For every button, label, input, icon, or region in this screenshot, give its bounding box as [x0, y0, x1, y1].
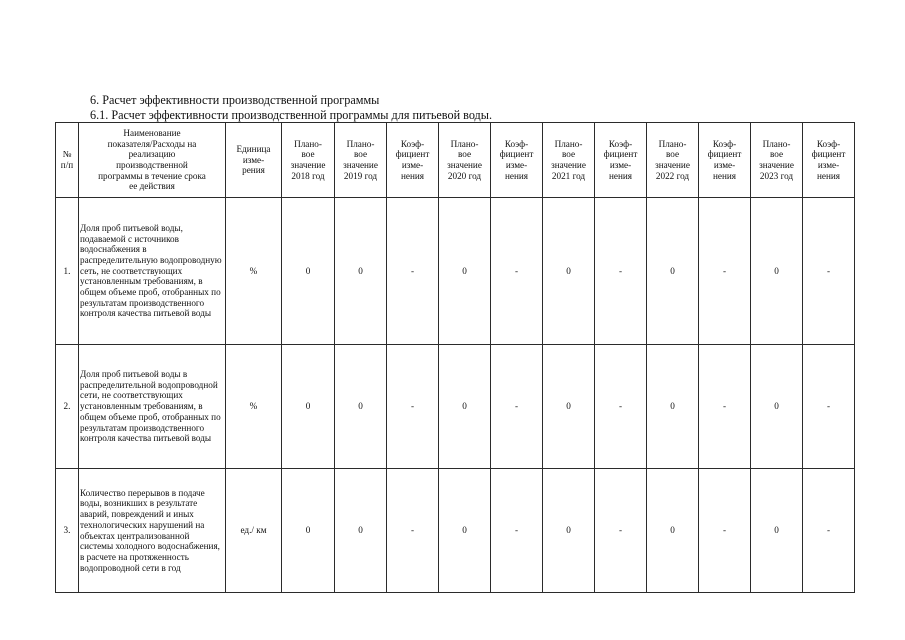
value-cell: 0: [751, 198, 803, 345]
unit-cell: ед./ км: [226, 469, 282, 593]
header-cell-plan-2018: Плано- вое значение 2018 год: [282, 123, 335, 198]
section-title: 6. Расчет эффективности производственной программы: [90, 93, 380, 107]
value-cell: 0: [751, 345, 803, 469]
value-cell: 0: [543, 345, 595, 469]
value-cell: -: [595, 198, 647, 345]
value-cell: -: [387, 469, 439, 593]
value-cell: -: [595, 469, 647, 593]
indicator-name: Количество перерывов в подаче воды, возникших в результате аварий, повреждений и иных технологических нарушений на объектах централизованной системы холодного водоснабжения, в расчете на протяженность водопроводной сети в год: [79, 469, 226, 593]
value-cell: -: [803, 345, 855, 469]
header-cell-unit: Единица изме- рения: [226, 123, 282, 198]
unit-cell: %: [226, 198, 282, 345]
row-number: 2.: [56, 345, 79, 469]
value-cell: 0: [335, 469, 387, 593]
header-cell-coef-2022: Коэф- фициент изме- нения: [699, 123, 751, 198]
indicator-name: Доля проб питьевой воды в распределительной водопроводной сети, не соответствующих установленным требованиям, в общем объеме проб, отобранных по результатам производственного контроля качества питьевой воды: [79, 345, 226, 469]
header-cell-plan-2019: Плано- вое значение 2019 год: [335, 123, 387, 198]
header-cell-plan-2023: Плано- вое значение 2023 год: [751, 123, 803, 198]
value-cell: 0: [335, 345, 387, 469]
value-cell: 0: [282, 469, 335, 593]
value-cell: 0: [647, 345, 699, 469]
subsection-title: 6.1. Расчет эффективности производственной программы для питьевой воды.: [90, 108, 492, 122]
header-cell-plan-2020: Плано- вое значение 2020 год: [439, 123, 491, 198]
header-cell-coef-2023: Коэф- фициент изме- нения: [803, 123, 855, 198]
value-cell: -: [491, 469, 543, 593]
value-cell: 0: [751, 469, 803, 593]
header-cell-name: Наименование показателя/Расходы на реализацию производственной программы в течение срока ее действия: [79, 123, 226, 198]
value-cell: -: [491, 198, 543, 345]
value-cell: 0: [439, 469, 491, 593]
value-cell: -: [491, 345, 543, 469]
value-cell: 0: [543, 198, 595, 345]
row-number: 3.: [56, 469, 79, 593]
value-cell: 0: [282, 345, 335, 469]
unit-cell: %: [226, 345, 282, 469]
table-header-row: [56, 123, 855, 198]
header-cell-coef-2021: Коэф- фициент изме- нения: [595, 123, 647, 198]
header-cell-coef-2019: Коэф- фициент изме- нения: [387, 123, 439, 198]
header-cell-num: № п/п: [56, 123, 79, 198]
value-cell: -: [803, 198, 855, 345]
header-cell-coef-2020: Коэф- фициент изме- нения: [491, 123, 543, 198]
row-number: 1.: [56, 198, 79, 345]
value-cell: 0: [543, 469, 595, 593]
value-cell: 0: [439, 345, 491, 469]
value-cell: -: [699, 198, 751, 345]
value-cell: -: [803, 469, 855, 593]
value-cell: -: [387, 345, 439, 469]
value-cell: 0: [282, 198, 335, 345]
table-row: [56, 345, 855, 469]
value-cell: -: [595, 345, 647, 469]
efficiency-table: [55, 122, 855, 593]
value-cell: 0: [439, 198, 491, 345]
indicator-name: Доля проб питьевой воды, подаваемой с источников водоснабжения в распределительную водопроводную сеть, не соответствующих установленным требованиям, в общем объеме проб, отобранных по результатам производственного контроля качества питьевой воды: [79, 198, 226, 345]
header-cell-plan-2021: Плано- вое значение 2021 год: [543, 123, 595, 198]
value-cell: -: [699, 345, 751, 469]
value-cell: 0: [335, 198, 387, 345]
table-row: [56, 198, 855, 345]
value-cell: -: [387, 198, 439, 345]
header-cell-plan-2022: Плано- вое значение 2022 год: [647, 123, 699, 198]
value-cell: 0: [647, 469, 699, 593]
value-cell: -: [699, 469, 751, 593]
table-row: [56, 469, 855, 593]
value-cell: 0: [647, 198, 699, 345]
